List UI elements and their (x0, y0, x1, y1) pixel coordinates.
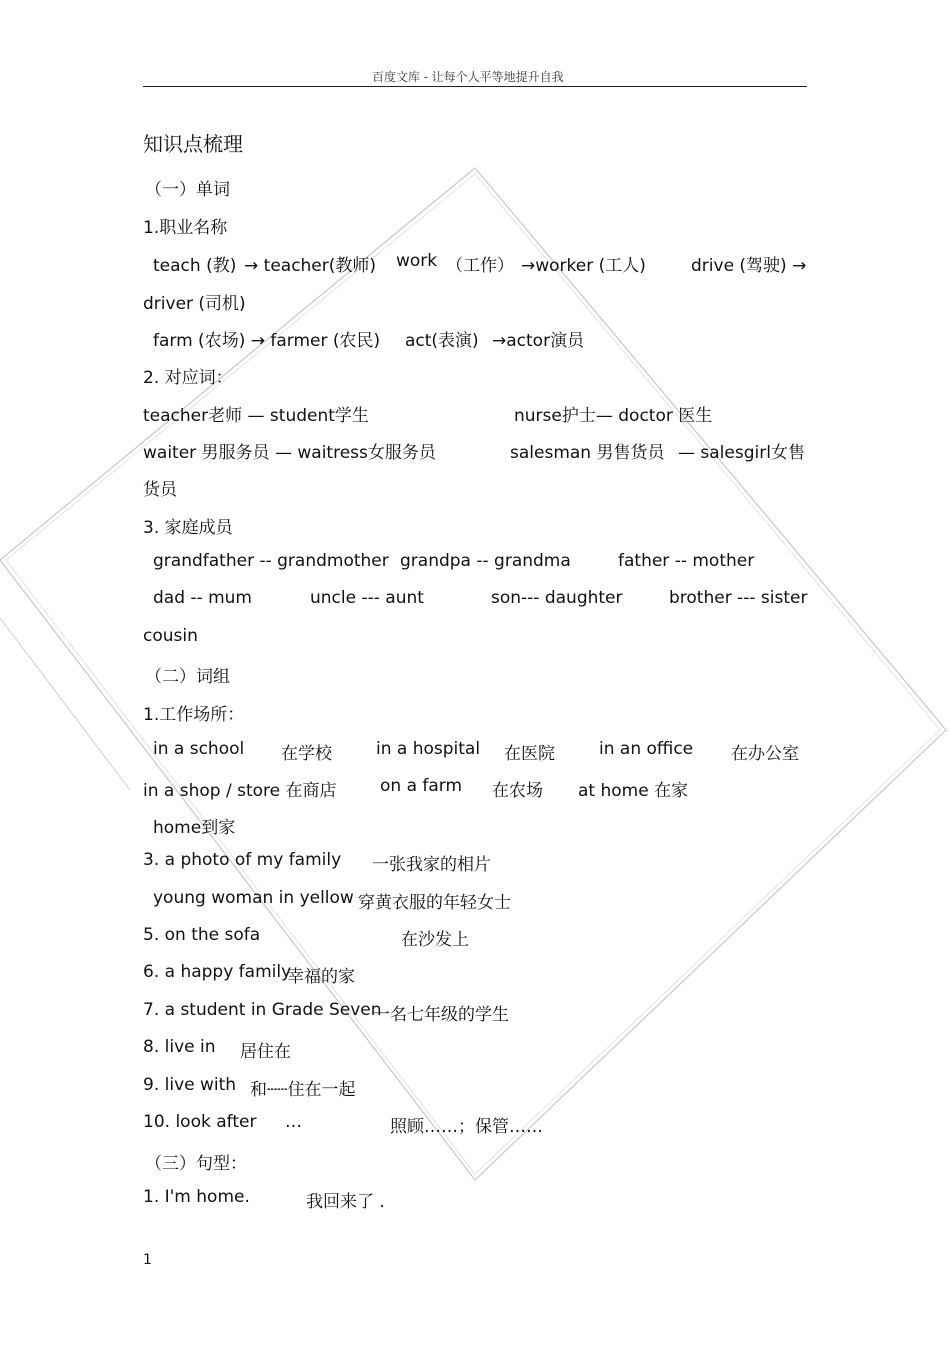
occupation-item: drive (驾驶) → (691, 256, 807, 276)
family-heading: 3. 家庭成员 (143, 518, 233, 538)
occupation-item: act(表演) (405, 331, 479, 351)
family-item: father -- mother (618, 551, 755, 571)
workplace-item: 在学校 (281, 744, 332, 764)
workplace-item: 在医院 (504, 744, 555, 764)
section-sentences-heading: （三）句型： (145, 1154, 247, 1174)
workplace-item: in an office (599, 739, 694, 759)
workplace-item: in a shop / store 在商店 (143, 781, 337, 801)
section-words-heading: （一）单词 (145, 180, 230, 200)
family-item: grandpa -- grandma (400, 551, 571, 571)
workplace-item: in a school (153, 739, 245, 759)
sentence-zh: 我回来了 . (306, 1192, 385, 1212)
phrase-zh: 一名七年级的学生 (373, 1005, 509, 1025)
workplace-item: on a farm (380, 776, 463, 796)
sentence-en: 1. I'm home. (143, 1187, 250, 1207)
occupation-item: →worker (工人) (521, 256, 646, 276)
page-title: 知识点梳理 (143, 132, 243, 156)
phrase-zh: 穿黄衣服的年轻女士 (358, 893, 511, 913)
workplace-item: 在办公室 (731, 744, 799, 764)
occupation-item: farm (农场) → farmer (农民) (153, 331, 381, 351)
occupation-item: →actor演员 (492, 331, 585, 351)
phrase-zh: 在沙发上 (401, 930, 469, 950)
family-item: brother --- sister (669, 588, 808, 608)
workplace-item: 在农场 (492, 781, 543, 801)
phrase-en: 9. live with (143, 1075, 237, 1095)
phrase-en: 3. a photo of my family (143, 850, 342, 870)
occupation-item: work (396, 251, 438, 271)
header-rule (143, 86, 807, 87)
workplace-item: in a hospital (376, 739, 481, 759)
page-number: 1 (143, 1252, 152, 1268)
workplace-item: home到家 (153, 818, 236, 838)
occupations-heading: 1.职业名称 (143, 218, 228, 238)
phrase-zh: 幸福的家 (287, 967, 355, 987)
occupation-item: teach (教) (153, 256, 237, 276)
phrase-en: 7. a student in Grade Seven (143, 1000, 382, 1020)
workplaces-heading: 1.工作场所： (143, 705, 245, 725)
workplace-item: at home 在家 (578, 781, 689, 801)
phrase-zh: 和┄┄住在一起 (250, 1080, 356, 1100)
family-item: grandfather -- grandmother (153, 551, 389, 571)
occupation-item: driver (司机) (143, 294, 246, 314)
family-item: cousin (143, 626, 198, 646)
phrase-zh: 居住在 (240, 1042, 291, 1062)
family-item: uncle --- aunt (310, 588, 424, 608)
phrase-en: 5. on the sofa (143, 925, 261, 945)
family-item: son--- daughter (491, 588, 623, 608)
pair-item: waiter 男服务员 — waitress女服务员 (143, 443, 436, 463)
pair-item: salesman 男售货员 (510, 443, 665, 463)
phrase-zh: 一张我家的相片 (372, 855, 491, 875)
phrase-en: 10. look after (143, 1112, 257, 1132)
occupation-item: → teacher(教师) (244, 256, 377, 276)
pair-item: — salesgirl女售 (678, 443, 805, 463)
pair-item: teacher老师 — student学生 (143, 406, 369, 426)
phrase-en: 6. a happy family (143, 962, 292, 982)
pair-item: nurse护士— doctor 医生 (514, 406, 713, 426)
family-item: dad -- mum (153, 588, 252, 608)
phrase-en: young woman in yellow (153, 888, 354, 908)
phrase-ellipsis: … (285, 1112, 302, 1132)
phrase-en: 8. live in (143, 1037, 216, 1057)
pair-item: 货员 (143, 480, 177, 500)
section-phrases-heading: （二）词组 (145, 667, 230, 687)
pairs-heading: 2. 对应词： (143, 368, 233, 388)
occupation-item: （工作） (446, 256, 514, 276)
page-header: 百度文库 - 让每个人平等地提升自我 (372, 70, 564, 84)
phrase-zh: 照顾……；保管…… (390, 1117, 543, 1137)
